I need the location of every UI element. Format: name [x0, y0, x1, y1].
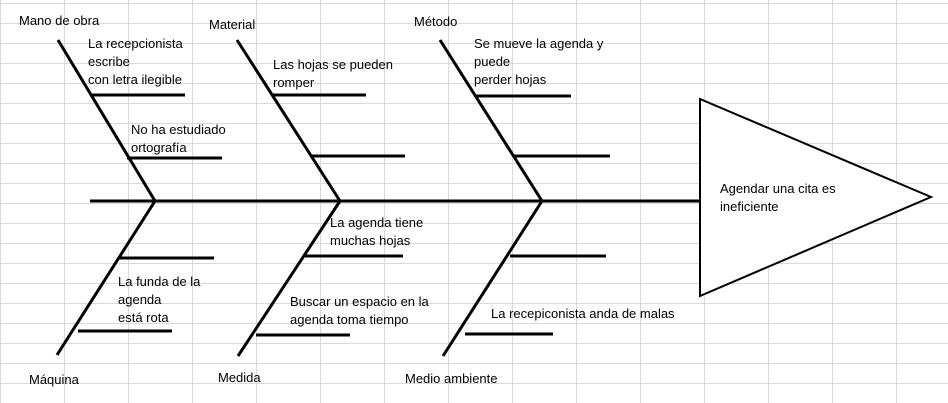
cause-line: ortografía — [131, 140, 187, 155]
category-material: Material — [209, 17, 256, 32]
cause-line: agenda — [118, 292, 162, 307]
cause-mano-de-obra-1 — [88, 35, 183, 89]
category-medio-ambiente: Medio ambiente — [405, 371, 498, 386]
cause-line: No ha estudiado — [131, 122, 226, 137]
cause-metodo-1 — [474, 35, 603, 89]
cause-medida-1 — [330, 214, 423, 250]
category-metodo: Método — [414, 14, 458, 29]
cause-line: escribe — [88, 54, 130, 69]
cause-line: está rota — [118, 310, 169, 325]
problem-statement: Agendar una cita es ineficiente — [720, 181, 836, 214]
cause-maquina-1 — [118, 273, 200, 327]
cause-mano-de-obra-2 — [131, 121, 226, 157]
cause-material-1 — [273, 56, 393, 92]
cause-line: La recepiconista anda de malas — [491, 306, 675, 321]
cause-line: puede — [474, 54, 511, 69]
category-mano-de-obra: Mano de obra — [19, 13, 100, 28]
cause-line: La recepcionista — [88, 36, 183, 51]
category-medida: Medida — [218, 370, 261, 385]
cause-line: romper — [273, 75, 315, 90]
category-maquina: Máquina — [29, 372, 79, 387]
cause-line: La funda de la — [118, 274, 201, 289]
cause-line: Buscar un espacio en la — [290, 294, 429, 309]
cause-line: perder hojas — [474, 72, 547, 87]
cause-line: agenda toma tiempo — [290, 312, 409, 327]
cause-line: Las hojas se pueden — [273, 57, 393, 72]
cause-line: Se mueve la agenda y — [474, 36, 604, 51]
bone-medida — [238, 201, 340, 356]
cause-medio-ambiente-1 — [491, 305, 675, 323]
cause-medida-2 — [290, 293, 429, 329]
cause-line: con letra ilegible — [88, 72, 182, 87]
cause-line: La agenda tiene — [330, 215, 424, 230]
cause-line: muchas hojas — [330, 233, 411, 248]
